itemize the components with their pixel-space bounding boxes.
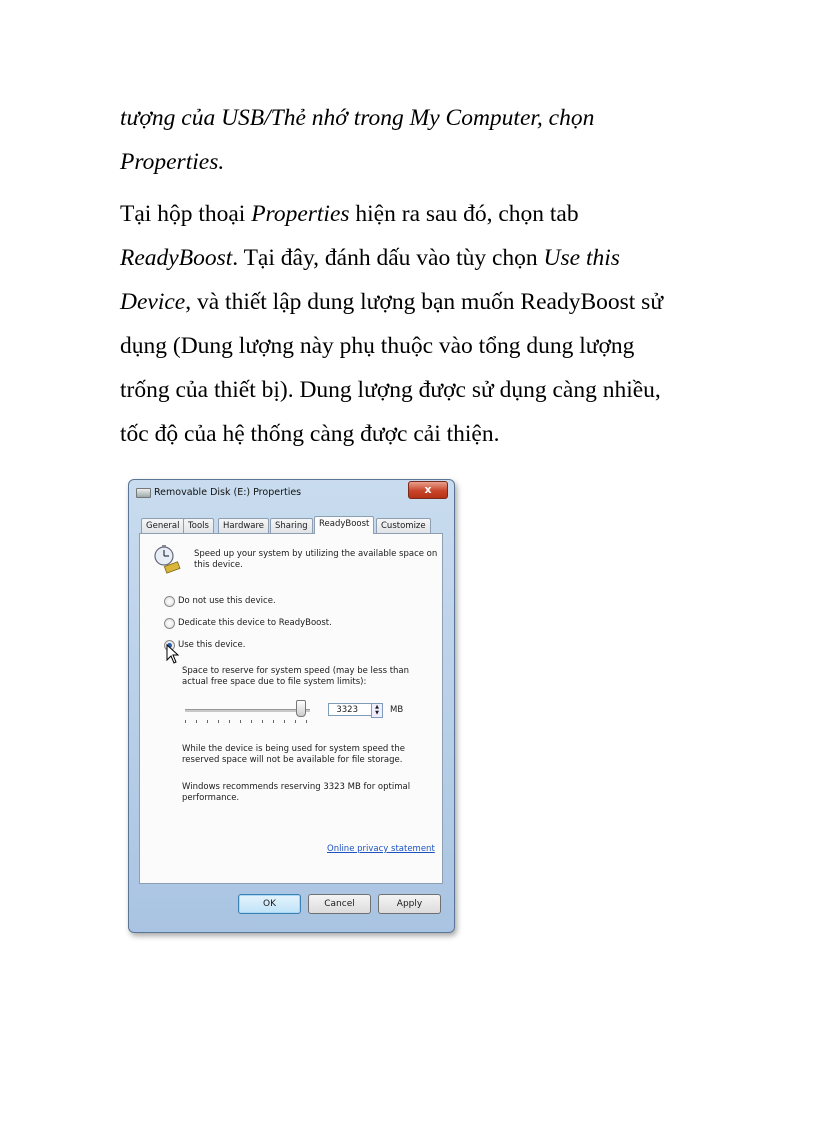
spin-up-icon[interactable]: ▲	[375, 704, 379, 710]
tab-hardware[interactable]: Hardware	[218, 518, 269, 533]
reserve-slider-track[interactable]	[185, 709, 310, 712]
tab-readyboost[interactable]: ReadyBoost	[314, 516, 374, 534]
readyboost-icon	[151, 544, 181, 574]
intro-line-1: tượng của USB/Thẻ nhớ trong My Computer, chọn	[120, 105, 595, 131]
slider-ticks	[185, 720, 310, 723]
reserve-slider-thumb[interactable]	[296, 700, 306, 717]
reserved-space-note: While the device is being used for system speed the reserved space will not be available for file storage.	[182, 744, 405, 765]
text-segment: ReadyBoost	[120, 245, 233, 271]
cancel-button[interactable]: Cancel	[308, 894, 371, 914]
option-label: Dedicate this device to ReadyBoost.	[178, 618, 332, 628]
text-line: tốc độ của hệ thống càng được cải thiện.	[120, 421, 500, 447]
mouse-pointer-icon	[166, 644, 180, 664]
paragraph-instructions	[120, 192, 720, 456]
option-label: Do not use this device.	[178, 596, 276, 606]
option-label: Use this device.	[178, 640, 246, 650]
apply-button[interactable]: Apply	[378, 894, 441, 914]
text-segment: Tại hộp thoại	[120, 201, 252, 227]
text-segment: . Tại đây, đánh dấu vào tùy chọn	[232, 245, 544, 271]
spin-down-icon[interactable]: ▼	[375, 710, 379, 716]
tab-sharing[interactable]: Sharing	[270, 518, 313, 533]
text-segment: Device	[120, 289, 186, 315]
drive-icon	[136, 488, 151, 498]
readyboost-panel	[139, 533, 443, 884]
privacy-link[interactable]: Online privacy statement	[327, 844, 435, 854]
reserve-size-spinner[interactable]	[371, 703, 383, 718]
readyboost-description: Speed up your system by utilizing the available space on this device.	[194, 549, 438, 570]
properties-dialog	[128, 479, 455, 933]
text-segment: , và thiết lập dung lượng bạn muốn ReadyBoost sử	[185, 289, 664, 315]
reserve-size-input[interactable]: 3323	[328, 703, 372, 716]
reserve-unit: MB	[390, 705, 404, 715]
text-segment: Properties	[251, 201, 350, 227]
text-segment: hiện ra sau đó, chọn tab	[349, 201, 579, 227]
text-line: dụng (Dung lượng này phụ thuộc vào tổng dung lượng	[120, 333, 635, 359]
recommendation-note: Windows recommends reserving 3323 MB for optimal performance.	[182, 782, 411, 803]
ok-button[interactable]: OK	[238, 894, 301, 914]
title-bar[interactable]	[129, 480, 454, 506]
tab-general[interactable]: General	[141, 518, 185, 533]
close-button[interactable]: x	[408, 481, 448, 499]
reserve-label: Space to reserve for system speed (may be less than actual free space due to file system limits):	[182, 666, 410, 687]
text-line: trống của thiết bị). Dung lượng được sử dụng càng nhiều,	[120, 377, 661, 403]
text-segment: Use this	[543, 245, 620, 271]
tab-tools[interactable]: Tools	[183, 518, 214, 533]
dialog-title: Removable Disk (E:) Properties	[154, 487, 302, 498]
tab-customize[interactable]: Customize	[376, 518, 431, 533]
paragraph-intro	[120, 96, 720, 184]
intro-line-2: Properties.	[120, 149, 225, 175]
radio-button[interactable]	[164, 618, 175, 629]
radio-button[interactable]	[164, 596, 175, 607]
